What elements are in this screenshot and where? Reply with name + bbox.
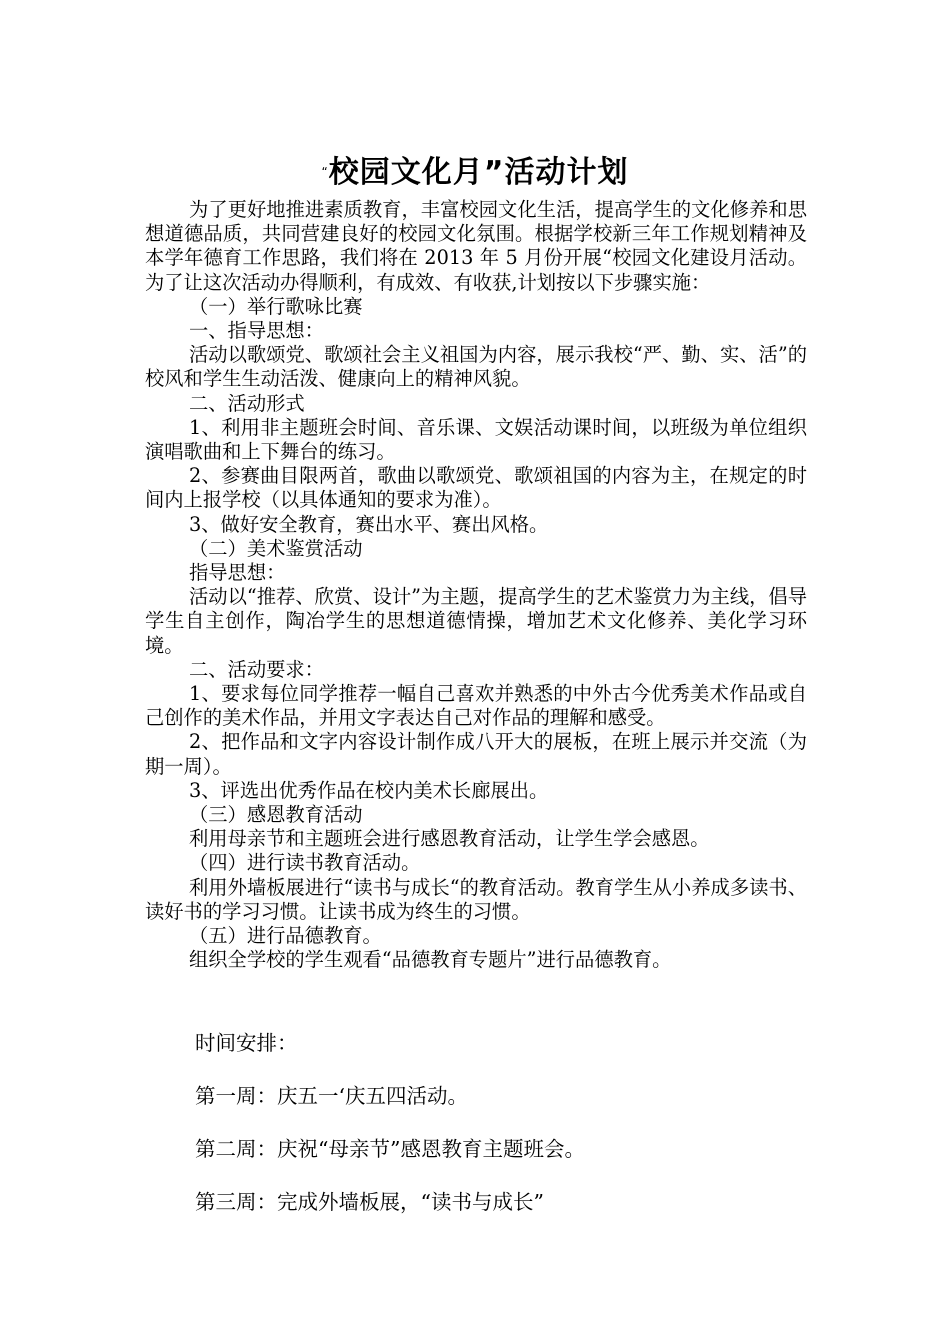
schedule-section — [195, 1030, 835, 1242]
document-body — [145, 198, 807, 973]
section-heading-art-appreciation: （二）美术鉴赏活动 — [189, 536, 363, 560]
section-heading-singing-contest: （一）举行歌咏比赛 — [189, 294, 363, 318]
paragraph: 利用外墙板展进行“读书与成长“的教育活动。教育学生从小养成多读书、读好书的学习习惯。让读书成为终生的习惯。 — [145, 875, 807, 923]
section-heading-moral-education: （五）进行品德教育。 — [189, 924, 382, 948]
list-item: 3、做好安全教育，赛出水平、赛出风格。 — [189, 512, 549, 536]
intro-paragraph: 为了更好地推进素质教育，丰富校园文化生活，提高学生的文化修养和思想道德品质，共同营建良好的校园文化氛围。根据学校新三年工作规划精神及本学年德育工作思路，我们将在 2013 年 5 月份开展“校园文化建设月活动。为了让这次活动办得顺利，有成效、有收获,计划按以下步骤实施： — [145, 198, 807, 294]
paragraph: 活动以歌颂党、歌颂社会主义祖国为内容，展示我校“严、勤、实、活”的校风和学生生动活泼、健康向上的精神风貌。 — [145, 343, 807, 391]
list-item: 2、参赛曲目限两首，歌曲以歌颂党、歌颂祖国的内容为主，在规定的时间内上报学校（以具体通知的要求为准）。 — [145, 464, 807, 512]
paragraph: 组织全学校的学生观看“品德教育专题片”进行品德教育。 — [189, 948, 672, 972]
list-item: 1、利用非主题班会时间、音乐课、文娱活动课时间，以班级为单位组织演唱歌曲和上下舞台的练习。 — [145, 415, 807, 464]
schedule-week-2: 第二周：庆祝“母亲节”感恩教育主题班会。 — [195, 1137, 585, 1161]
schedule-title: 时间安排： — [195, 1031, 298, 1055]
schedule-week-3: 第三周：完成外墙板展，“读书与成长” — [195, 1190, 544, 1214]
paragraph: 活动以“推荐、欣赏、设计”为主题，提高学生的艺术鉴赏力为主线，倡导学生自主创作，陶冶学生的思想道德情操，增加艺术文化修养、美化学习环境。 — [145, 585, 807, 657]
subheading-guiding-idea: 一、指导思想： — [189, 319, 324, 343]
title-text: 校园文化月”活动计划 — [328, 155, 629, 190]
subheading-activity-form: 二、活动形式 — [189, 391, 305, 415]
section-heading-reading-education: （四）进行读书教育活动。 — [189, 851, 421, 875]
subheading-activity-requirements: 二、活动要求： — [189, 657, 324, 681]
subheading-guiding-idea: 指导思想： — [189, 561, 286, 585]
title-lead-quote: “ — [321, 165, 329, 179]
list-item: 1、要求每位同学推荐一幅自己喜欢并熟悉的中外古今优秀美术作品或自己创作的美术作品，并用文字表达自己对作品的理解和感受。 — [145, 682, 807, 730]
section-heading-gratitude-education: （三）感恩教育活动 — [189, 803, 363, 827]
schedule-week-1: 第一周：庆五一‘庆五四活动。 — [195, 1084, 469, 1108]
paragraph: 利用母亲节和主题班会进行感恩教育活动，让学生学会感恩。 — [189, 827, 710, 851]
list-item: 3、评选出优秀作品在校内美术长廊展出。 — [189, 778, 549, 802]
list-item: 2、把作品和文字内容设计制作成八开大的展板，在班上展示并交流（为期一周）。 — [145, 730, 807, 778]
document-title — [0, 152, 950, 193]
